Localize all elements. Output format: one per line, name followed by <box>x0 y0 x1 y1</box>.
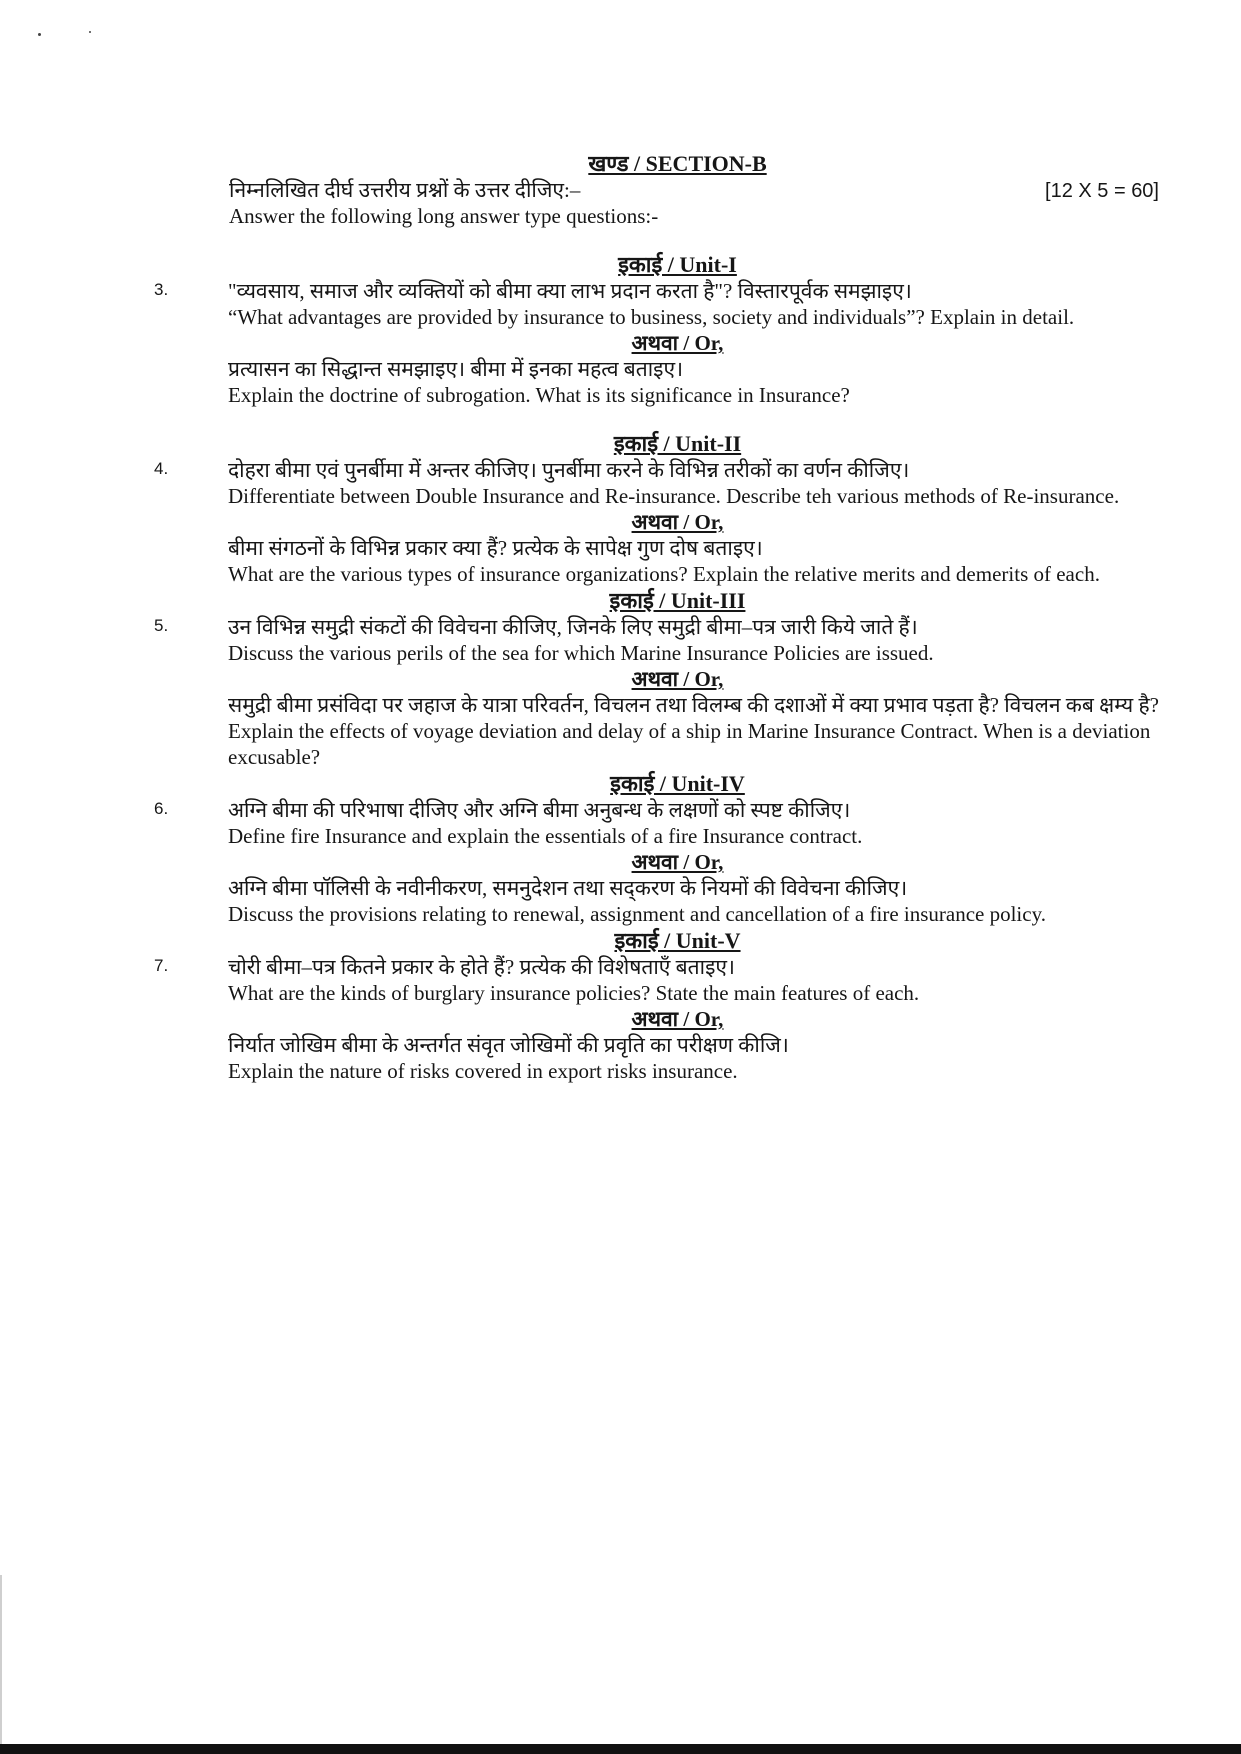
unit-heading: इकाई / Unit-I <box>618 252 737 277</box>
instruction-row <box>229 177 1170 203</box>
alt-question-hindi: प्रत्यासन का सिद्धान्त समझाइए। बीमा में इनका महत्व बताइए। <box>228 357 684 381</box>
instruction-english: Answer the following long answer type questions:- <box>229 204 659 228</box>
unit-heading: इकाई / Unit-V <box>614 928 741 953</box>
alt-question-hindi: निर्यात जोखिम बीमा के अन्तर्गत संवृत जोखिमों की प्रवृति का परीक्षण कीजि। <box>228 1033 789 1057</box>
unit-heading: इकाई / Unit-IV <box>610 771 745 796</box>
or-heading: अथवा / Or, <box>631 331 724 355</box>
unit-heading: इकाई / Unit-II <box>613 431 742 456</box>
question-hindi: उन विभिन्न समुद्री संकटों की विवेचना कीजिए, जिनके लिए समुद्री बीमा–पत्र जारी किये जाते हैं। <box>228 615 918 639</box>
question-english: Differentiate between Double Insurance and Re-insurance. Describe teh various methods of Re-insurance. <box>228 484 1120 508</box>
question-number: 7. <box>154 956 169 975</box>
question-hindi: चोरी बीमा–पत्र कितने प्रकार के होते हैं? प्रत्येक की विशेषताऍं बताइए। <box>228 955 735 979</box>
question-number: 6. <box>154 799 169 818</box>
question-hindi: अग्नि बीमा की परिभाषा दीजिए और अग्नि बीमा अनुबन्ध के लक्षणों को स्पष्ट कीजिए। <box>228 798 851 822</box>
alt-question-hindi: बीमा संगठनों के विभिन्न प्रकार क्या हैं? प्रत्येक के सापेक्ष गुण दोष बताइए। <box>228 536 763 560</box>
scan-bottom-border <box>0 1744 1241 1754</box>
question-hindi: "व्यवसाय, समाज और व्यक्तियों को बीमा क्या लाभ प्रदान करता है"? विस्तारपूर्वक समझाइए। <box>228 279 912 303</box>
question-number: 5. <box>154 616 169 635</box>
question-3 <box>150 278 1170 408</box>
marks-scheme: [12 X 5 = 60] <box>1045 180 1159 202</box>
or-heading: अथवा / Or, <box>631 850 724 874</box>
alt-question-hindi: समुद्री बीमा प्रसंविदा पर जहाज के यात्रा परिवर्तन, विचलन तथा विलम्ब की दशाओं में क्या प्रभाव पड़ता है? विचलन कब क्षम्य है? <box>228 693 1159 717</box>
question-number: 3. <box>154 280 169 299</box>
question-number: 4. <box>154 459 169 478</box>
section-heading: खण्ड / SECTION-B <box>588 151 767 176</box>
scan-edge-shadow <box>0 1575 2 1745</box>
question-5 <box>150 614 1170 770</box>
question-6 <box>150 797 1170 927</box>
alt-question-english: What are the various types of insurance organizations? Explain the relative merits and demerits of each. <box>228 562 1100 586</box>
question-english: “What advantages are provided by insurance to business, society and individuals”? Explain in detail. <box>228 305 1075 329</box>
question-7 <box>150 954 1170 1084</box>
question-english: Discuss the various perils of the sea for which Marine Insurance Policies are issued. <box>228 641 934 665</box>
alt-question-english: Explain the effects of voyage deviation and delay of a ship in Marine Insurance Contract. When is a deviation excusable? <box>228 719 1151 769</box>
section-b <box>150 150 1170 1084</box>
question-english: What are the kinds of burglary insurance policies? State the main features of each. <box>228 981 920 1005</box>
or-heading: अथवा / Or, <box>631 667 724 691</box>
alt-question-english: Explain the nature of risks covered in export risks insurance. <box>228 1059 738 1083</box>
or-heading: अथवा / Or, <box>631 510 724 534</box>
scan-speck <box>89 31 91 33</box>
question-hindi: दोहरा बीमा एवं पुनर्बीमा में अन्तर कीजिए। पुनर्बीमा करने के विभिन्न तरीकों का वर्णन कीजिए। <box>228 458 910 482</box>
unit-heading: इकाई / Unit-III <box>609 588 746 613</box>
scan-speck <box>38 33 41 36</box>
question-4 <box>150 457 1170 587</box>
alt-question-english: Discuss the provisions relating to renewal, assignment and cancellation of a fire insurance policy. <box>228 902 1046 926</box>
or-heading: अथवा / Or, <box>631 1007 724 1031</box>
alt-question-english: Explain the doctrine of subrogation. What is its significance in Insurance? <box>228 383 850 407</box>
question-english: Define fire Insurance and explain the essentials of a fire Insurance contract. <box>228 824 863 848</box>
instruction-hindi: निम्नलिखित दीर्घ उत्तरीय प्रश्नों के उत्तर दीजिए:– <box>229 178 581 202</box>
alt-question-hindi: अग्नि बीमा पॉलिसी के नवीनीकरण, समनुदेशन तथा सद्करण के नियमों की विवेचना कीजिए। <box>228 876 908 900</box>
